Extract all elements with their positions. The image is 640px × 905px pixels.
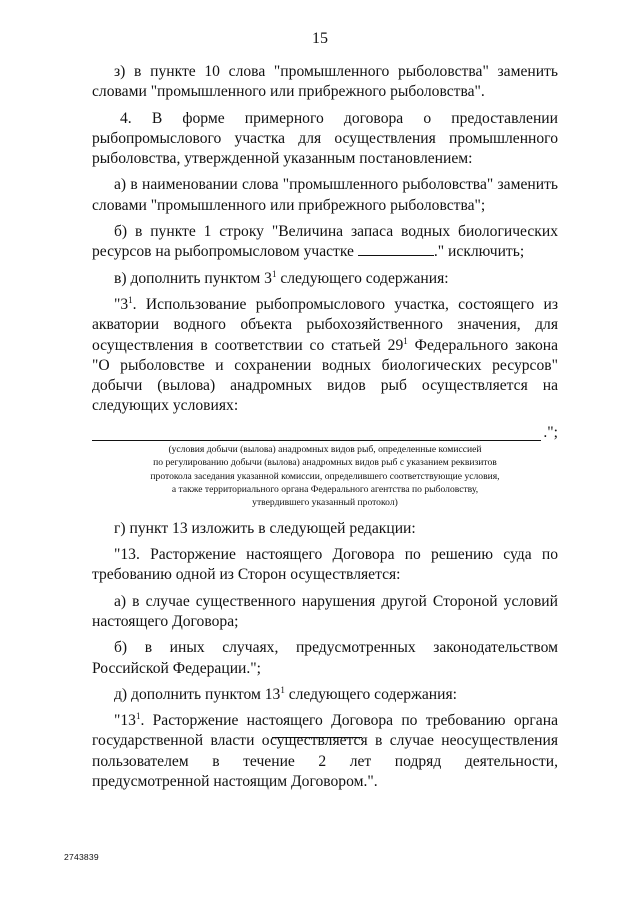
superscript: 1 — [135, 711, 141, 722]
paragraph-v — [92, 269, 558, 289]
quoted-clause-3-1 — [92, 295, 558, 417]
superscript: 1 — [280, 684, 285, 695]
blank-field — [358, 244, 434, 256]
clause-13-1-number: "13 — [114, 712, 136, 730]
paragraph-b — [92, 222, 558, 263]
caption-line: а также территориального органа Федерального агентства по рыболовству, — [171, 483, 479, 495]
page-number: 15 — [312, 30, 328, 47]
paragraph-v-tail: следующего содержания: — [276, 269, 449, 287]
paragraph-z: з) в пункте 10 слова "промышленного рыболовства" заменить словами "промышленного или прибрежного рыболовства". — [92, 63, 558, 101]
caption-line: (условия добычи (вылова) анадромных видов рыб, определенные комиссией — [168, 443, 482, 455]
clause-3-1-number: "3 — [114, 295, 129, 313]
quoted-clause-13-1 — [92, 711, 558, 792]
paragraph-4: 4. В форме примерного договора о предоставлении рыбопромыслового участка для осуществления промышленного рыболовства, утвержденной указанным постановлением: — [92, 109, 558, 168]
caption-line: протокола заседания указанной комиссии, определившего соответствующие условия, — [150, 470, 500, 482]
quoted-clause-13: "13. Расторжение настоящего Договора по решению суда по требованию одной из Сторон осуществляется: — [92, 546, 558, 584]
superscript: 1 — [128, 294, 133, 305]
clause-3-1-text-continued: Федерального закона "О рыболовстве и сохранении водных биологических ресурсов" добычи (вылова) анадромных видов рыб осуществляется на следующих условиях: — [92, 336, 559, 415]
paragraph-d-text: д) дополнить пунктом 13 — [114, 685, 281, 703]
caption-line: утвердившего указанный протокол) — [252, 497, 398, 509]
paragraph-v-text: в) дополнить пунктом 3 — [114, 269, 272, 287]
clause-3-1-text: . Использование рыбопромыслового участка, состоящего из акватории водного объекта рыбохозяйственного значения, для осуществления в соответствии со статьей 29 — [92, 295, 558, 354]
end-of-text-rule — [272, 737, 362, 738]
paragraph-b-text: б) в пункте 1 строку "Величина запаса водных биологических ресурсов на рыбопромысловом участке — [92, 223, 558, 261]
paragraph-d-tail: следующего содержания: — [284, 685, 457, 703]
paragraph-b-end: ." исключить; — [433, 243, 525, 261]
clause-13-item-b: б) в иных случаях, предусмотренных законодательством Российской Федерации."; — [92, 639, 558, 677]
clause-13-item-a: а) в случае существенного нарушения другой Стороной условий настоящего Договора; — [92, 592, 558, 630]
document-code: 2743839 — [64, 852, 99, 862]
underline-blank — [92, 429, 541, 441]
caption-line: по регулированию добычи (вылова) анадромных видов рыб с указанием реквизитов — [153, 457, 497, 469]
clause-13-1-text: . Расторжение настоящего Договора по требованию органа государственной власти осуществляется в случае неосуществления пользователем в течение 2 лет подряд деятельности, предусмотренной настоящим Договором.". — [92, 712, 558, 791]
fill-line-end: ."; — [543, 423, 558, 441]
conditions-fill-line — [92, 425, 558, 441]
paragraph-d — [92, 685, 558, 705]
fill-line-caption — [92, 443, 558, 510]
superscript: 1 — [403, 335, 408, 346]
document-body — [92, 62, 558, 792]
superscript: 1 — [271, 268, 277, 279]
paragraph-a: а) в наименовании слова "промышленного рыболовства" заменить словами "промышленного или прибрежного рыболовства"; — [92, 176, 558, 214]
paragraph-g: г) пункт 13 изложить в следующей редакции: — [114, 519, 416, 537]
